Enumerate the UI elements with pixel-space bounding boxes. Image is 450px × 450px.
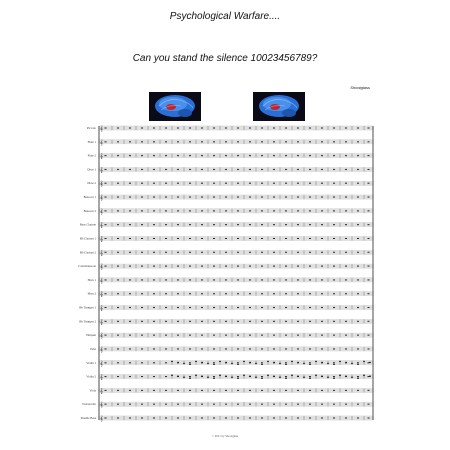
clef-icon: 𝄞	[100, 250, 103, 257]
note-head	[183, 363, 185, 364]
note-head	[237, 364, 239, 365]
clef-icon: 𝄞	[100, 305, 103, 312]
composer-name: Shootglass	[350, 85, 370, 90]
note-head	[303, 363, 305, 364]
note-head	[213, 364, 215, 365]
note-head	[255, 363, 257, 364]
note-head	[315, 361, 317, 362]
clef-icon: 𝄞	[100, 346, 103, 353]
instrument-label: Bb Clarinet 2	[79, 250, 96, 255]
staff	[87, 125, 373, 132]
note-head	[333, 378, 335, 379]
staff	[86, 360, 373, 367]
note-head	[189, 378, 191, 379]
staff	[80, 249, 373, 256]
staff	[86, 332, 373, 339]
note-head	[237, 378, 239, 379]
staff	[87, 180, 373, 187]
note-head	[339, 361, 341, 362]
note-head	[279, 363, 281, 364]
clef-icon: 𝄞	[100, 222, 103, 229]
note-head	[321, 362, 323, 363]
staff	[86, 374, 373, 381]
note-head	[285, 364, 287, 365]
note-head	[351, 363, 353, 364]
note-head	[249, 362, 251, 363]
note-head	[177, 362, 179, 363]
note-head	[219, 361, 221, 362]
staff	[90, 387, 374, 394]
instrument-label: Horn 1	[87, 277, 96, 282]
note-head	[279, 377, 281, 378]
staff	[80, 222, 373, 229]
staff	[88, 291, 373, 298]
staff	[88, 139, 373, 146]
clef-icon: 𝄞	[100, 126, 103, 132]
note-head	[261, 364, 263, 365]
instrument-label: Bb Clarinet 1	[79, 236, 96, 241]
clef-icon: 𝄞	[100, 153, 103, 160]
clef-icon: 𝄞	[100, 167, 103, 174]
clef-icon: 𝄞	[100, 374, 103, 381]
note-head	[273, 362, 275, 363]
staff	[78, 263, 373, 270]
note-head	[225, 362, 227, 363]
note-head	[225, 376, 227, 377]
note-head	[261, 378, 263, 379]
note-head	[207, 363, 209, 364]
note-head	[297, 362, 299, 363]
instrument-label: Timpani	[85, 333, 96, 338]
note-head	[309, 364, 311, 365]
note-head	[363, 361, 365, 362]
clef-icon: 𝄞	[100, 319, 103, 326]
note-head	[207, 377, 209, 378]
instrument-label: Violin 1	[86, 360, 96, 365]
staff	[84, 208, 373, 215]
note-head	[213, 378, 215, 379]
instrument-label: Viola	[89, 388, 96, 393]
note-head	[369, 376, 371, 377]
clef-icon: 𝄞	[100, 360, 103, 367]
note-head	[267, 361, 269, 362]
clef-icon: 𝄞	[100, 181, 103, 188]
clef-icon: 𝄞	[100, 416, 103, 422]
instrument-label: Contrabassoon	[78, 264, 96, 269]
instrument-label: Violoncello	[82, 402, 96, 407]
note-head	[339, 375, 341, 376]
staff	[84, 194, 373, 201]
clef-icon: 𝄞	[100, 139, 103, 146]
clef-icon: 𝄞	[100, 208, 103, 215]
note-head	[333, 364, 335, 365]
note-head	[357, 378, 359, 379]
staff	[82, 401, 373, 408]
note-head	[357, 364, 359, 365]
score-subtitle: Can you stand the silence 10023456789?	[132, 53, 318, 64]
instrument-label: Piccolo	[87, 126, 96, 130]
note-head	[363, 375, 365, 376]
copyright-notice: © 2011 by Shootglass	[211, 434, 239, 438]
instrument-label: Bb Trumpet 1	[79, 305, 96, 310]
clef-icon: 𝄞	[100, 236, 103, 243]
note-head	[297, 376, 299, 377]
clef-icon: 𝄞	[100, 333, 103, 340]
instrument-label: Flute 2	[87, 153, 96, 158]
note-head	[321, 376, 323, 377]
staff	[80, 235, 373, 242]
instrument-label: Bassoon 2	[83, 208, 96, 213]
note-head	[369, 362, 371, 363]
note-head	[183, 377, 185, 378]
instrument-label: Double Bass	[80, 416, 96, 420]
note-head	[327, 363, 329, 364]
note-head	[303, 377, 305, 378]
staff	[81, 415, 373, 422]
note-head	[195, 361, 197, 362]
note-head	[219, 375, 221, 376]
instrument-label: Tuba	[89, 346, 96, 351]
note-head	[171, 375, 173, 376]
note-head	[291, 361, 293, 362]
note-head	[171, 361, 173, 362]
note-head	[201, 376, 203, 377]
note-head	[189, 364, 191, 365]
note-head	[195, 375, 197, 376]
staff	[90, 346, 373, 353]
note-head	[267, 375, 269, 376]
clef-icon: 𝄞	[100, 402, 103, 409]
instrument-label: Bass Clarinet	[79, 222, 96, 227]
note-head	[255, 377, 257, 378]
note-head	[345, 362, 347, 363]
staff	[88, 277, 373, 284]
clef-icon: 𝄞	[100, 277, 103, 284]
staff	[88, 153, 373, 160]
staff	[87, 166, 373, 173]
note-head	[309, 378, 311, 379]
note-head	[327, 377, 329, 378]
note-head	[273, 376, 275, 377]
instrument-label: Horn 2	[87, 291, 96, 296]
note-head	[291, 375, 293, 376]
note-head	[315, 375, 317, 376]
staff	[79, 305, 373, 312]
note-head	[243, 375, 245, 376]
staff	[79, 318, 373, 325]
clef-icon: 𝄞	[100, 195, 103, 202]
note-head	[243, 361, 245, 362]
clef-icon: 𝄞	[100, 264, 103, 271]
instrument-label: Oboe 1	[87, 167, 96, 172]
note-head	[345, 376, 347, 377]
note-head	[285, 378, 287, 379]
note-head	[231, 377, 233, 378]
score-title: Psychological Warfare....	[169, 11, 281, 22]
note-head	[201, 362, 203, 363]
note-head	[351, 377, 353, 378]
clef-icon: 𝄞	[100, 388, 103, 395]
clef-icon: 𝄞	[100, 291, 103, 298]
instrument-label: Flute 1	[87, 139, 96, 144]
instrument-label: Bassoon 1	[83, 195, 96, 200]
instrument-label: Bb Trumpet 2	[79, 319, 96, 324]
instrument-label: Violin 2	[86, 374, 96, 379]
note-head	[249, 376, 251, 377]
instrument-label: Oboe 2	[87, 181, 96, 186]
note-head	[177, 376, 179, 377]
note-head	[231, 363, 233, 364]
